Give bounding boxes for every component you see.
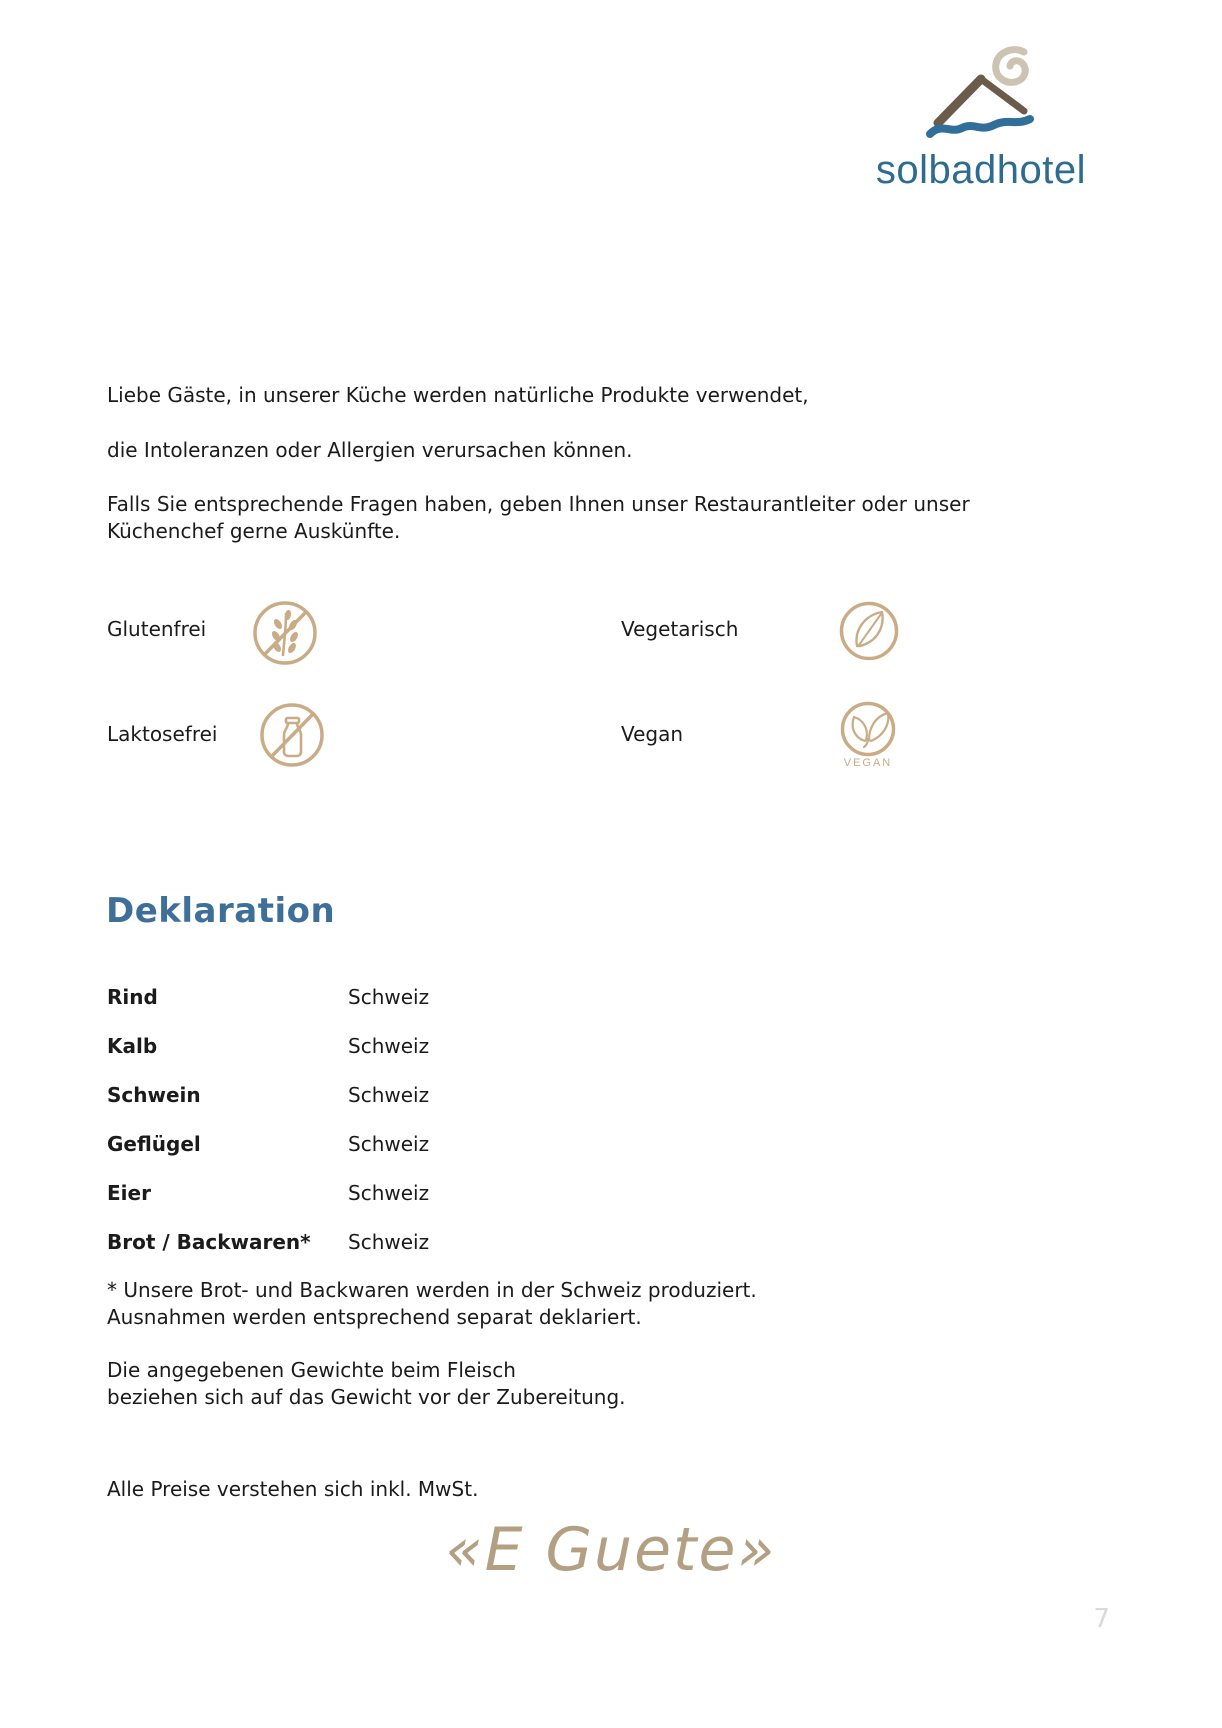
page-number: 7 (1093, 1604, 1110, 1634)
declaration-row-value: Schweiz (348, 1083, 430, 1107)
declaration-row-label: Brot / Backwaren* (107, 1230, 311, 1254)
declaration-row-value: Schweiz (348, 1230, 430, 1254)
intro-line-3 (107, 491, 1037, 545)
bread-footnote-line-2: Ausnahmen werden entsprechend separat deklariert. (107, 1305, 642, 1329)
declaration-row (107, 1181, 807, 1205)
vegan-icon-caption: VEGAN (843, 757, 893, 769)
declaration-row-value: Schweiz (348, 1181, 430, 1205)
declaration-row-label: Eier (107, 1181, 151, 1205)
declaration-row (107, 1034, 807, 1058)
declaration-row-value: Schweiz (348, 1034, 430, 1058)
declaration-row-label: Schwein (107, 1083, 201, 1107)
vegan-icon (838, 701, 898, 759)
intro-line-1: Liebe Gäste, in unserer Küche werden natürliche Produkte verwendet, (107, 383, 809, 407)
declaration-row-value: Schweiz (348, 985, 430, 1009)
declaration-row-value: Schweiz (348, 1132, 430, 1156)
bread-footnote-line-1: * Unsere Brot- und Backwaren werden in der Schweiz produziert. (107, 1278, 757, 1302)
solbadhotel-logo-icon (918, 44, 1090, 148)
intro-line-3b: Küchenchef gerne Auskünfte. (107, 519, 401, 543)
intro-line-2: die Intoleranzen oder Allergien verursachen können. (107, 438, 633, 462)
declaration-row-label: Kalb (107, 1034, 158, 1058)
weight-footnote-line-1: Die angegebenen Gewichte beim Fleisch (107, 1358, 516, 1382)
declaration-row (107, 1132, 807, 1156)
lactose-free-label: Laktosefrei (107, 722, 218, 746)
vegan-icon-wrap (836, 701, 900, 769)
vegetarian-label: Vegetarisch (621, 617, 739, 641)
declaration-row (107, 1083, 807, 1107)
lactose-free-icon (258, 701, 326, 769)
declaration-title: Deklaration (106, 891, 336, 931)
declaration-row (107, 985, 807, 1009)
bread-footnote (107, 1277, 757, 1331)
declaration-row (107, 1230, 807, 1254)
logo-wordmark: solbadhotel (875, 148, 1086, 192)
vat-note: Alle Preise verstehen sich inkl. MwSt. (107, 1477, 479, 1501)
gluten-free-icon (251, 599, 319, 667)
declaration-row-label: Rind (107, 985, 158, 1009)
vegetarian-icon (838, 600, 900, 662)
weight-footnote (107, 1357, 626, 1411)
vegan-label: Vegan (621, 722, 684, 746)
declaration-row-label: Geflügel (107, 1132, 201, 1156)
closing-script-text: «E Guete» (445, 1515, 777, 1585)
intro-line-3a: Falls Sie entsprechende Fragen haben, geben Ihnen unser Restaurantleiter oder unser (107, 492, 970, 516)
weight-footnote-line-2: beziehen sich auf das Gewicht vor der Zubereitung. (107, 1385, 626, 1409)
gluten-free-label: Glutenfrei (107, 617, 207, 641)
